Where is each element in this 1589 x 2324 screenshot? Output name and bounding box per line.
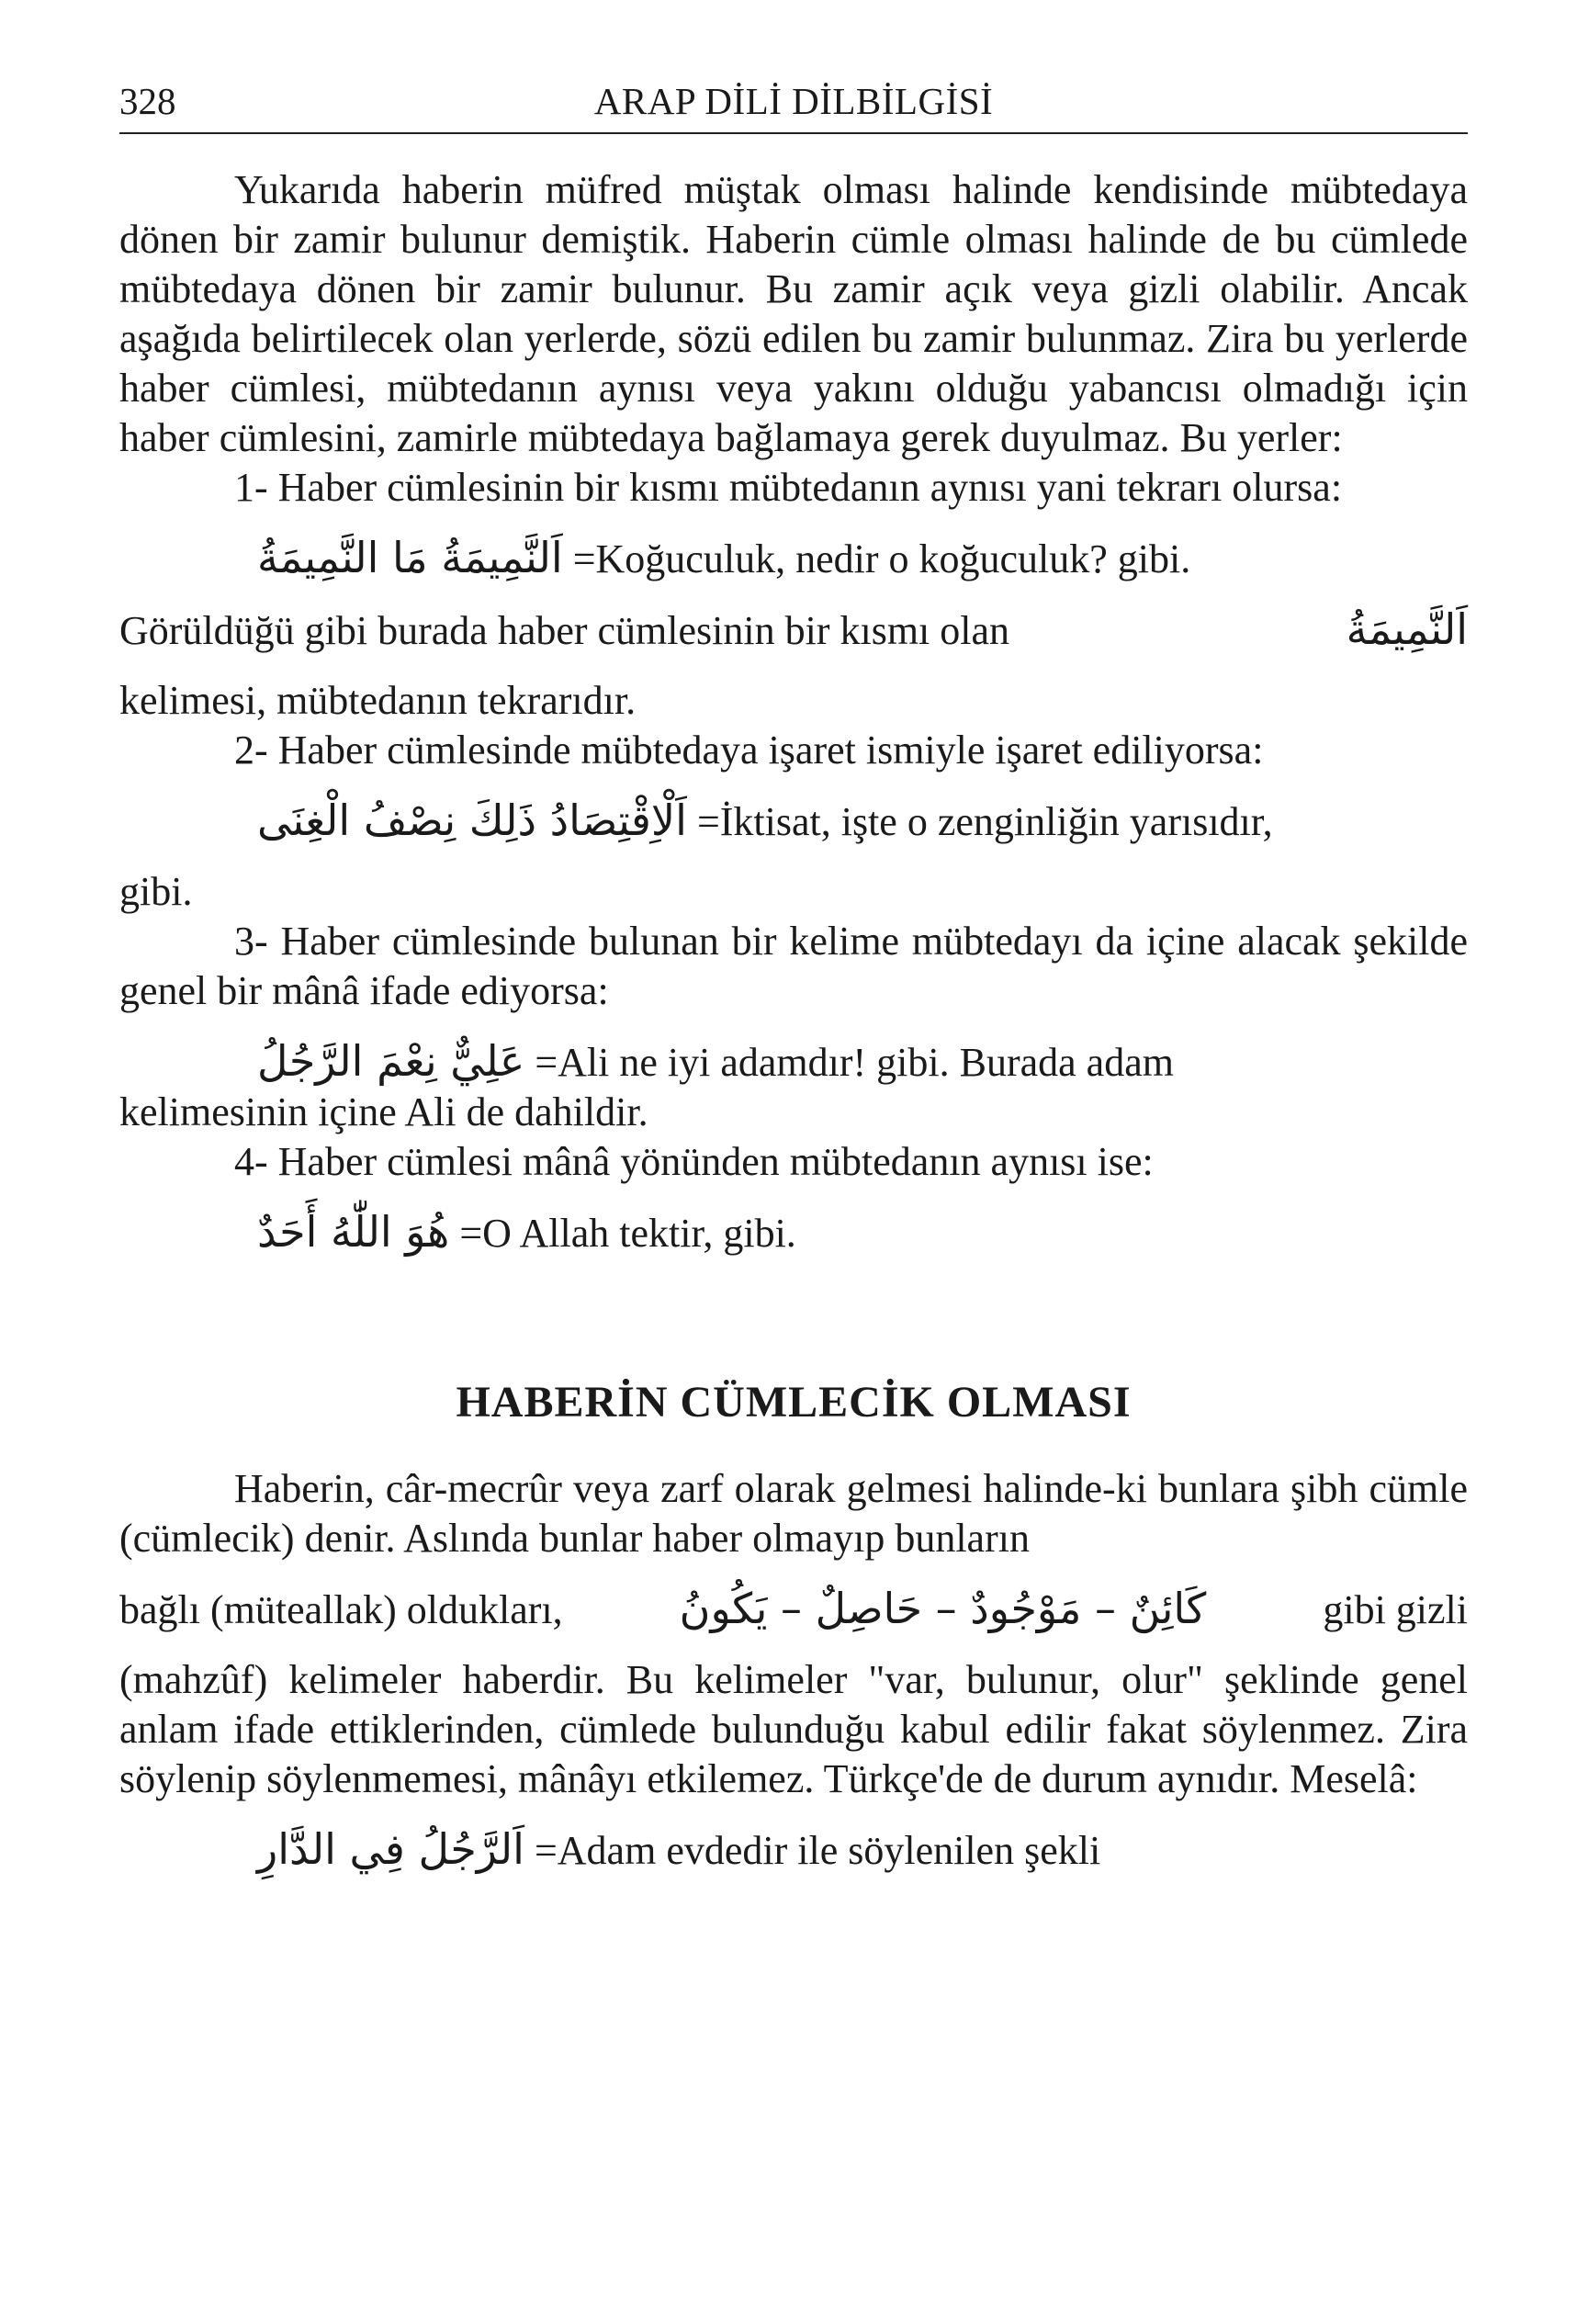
section-paragraph-arabic-line [119,1584,1468,1635]
item-2-body: Haber cümlesinde mübtedaya işaret ismiyle işaret ediliyorsa: [277,728,1264,773]
section-paragraph-rest: (mahzûf) kelimeler haberdir. Bu kelimeler "var, bulunur, olur" şeklinde genel anlam ifade ettiklerinden, cümlede bulunduğu kabul edilir fakat söylenmez. Zira söylenip söylenmemesi, mânâyı etkilemez. Türkçe'de de durum aynıdır. Meselâ: [119,1657,1468,1801]
page-header [119,72,1468,134]
item-1-note-text: Görüldüğü gibi burada haber cümlesinin bir kısmı olan [119,608,1010,653]
item-2-label: 2- [234,728,268,773]
running-title: ARAP DİLİ DİLBİLGİSİ [593,80,994,122]
item-4-arabic: هُوَ اللّٰهُ أَحَدٌ [257,1207,450,1257]
page-number: 328 [119,80,176,122]
item-3-tail: kelimesinin içine Ali de dahildir. [119,1089,648,1134]
arabic-line-post: gibi gizli [1323,1587,1468,1632]
arabic-line-pre: bağlı (müteallak) oldukları, [119,1587,563,1632]
item-3-body: Haber cümlesinde bulunan bir kelime mübtedayı da içine alacak şekilde genel bir mânâ ifade ediyorsa: [119,919,1468,1013]
item-1-example [119,533,1468,584]
item-1-text [119,463,1468,513]
item-2-translation: =İktisat, işte o zenginliğin yarısıdır, [696,799,1273,844]
intro-paragraph: Yukarıda haberin müfred müştak olması halinde kendisinde mübtedaya dönen bir zamir bulunur demiştik. Haberin cümle olması halinde de bu cümlede mübtedaya dönen bir zamir bulunur. Bu zamir açık veya gizli olabilir. Ancak aşağıda belirtilecek olan yerlerde, sözü edilen bu zamir bulunmaz. Zira bu yerlerde haber cümlesi, mübtedanın aynısı veya yakını olduğu yabancısı olmadığı için haber cümlesini, zamirle mübtedaya bağlamaya gerek duyulmaz. Bu yerler: [119,167,1468,460]
item-1-note [119,604,1468,656]
item-2-text [119,726,1468,775]
section-title: HABERİN CÜMLECİK OLMASI [456,1378,1132,1427]
item-2-tail: gibi. [119,869,193,914]
final-example-translation: =Adam evdedir ile söylenilen şekli [534,1828,1101,1873]
item-4-body: Haber cümlesi mânâ yönünden mübtedanın aynısı ise: [277,1139,1154,1184]
section-paragraph-line1: Haberin, câr-mecrûr veya zarf olarak gelmesi halinde-ki bunlara şibh cümle (cümlecik) denir. Aslında bunlar haber olmayıp bunların [119,1466,1468,1561]
item-3-text [119,917,1468,1016]
item-1-arabic: اَلنَّمِيمَةُ مَا النَّمِيمَةُ [257,533,563,582]
item-1-note-arabic: اَلنَّمِيمَةُ [1346,604,1468,654]
arabic-line-words: كَائِنٌ – مَوْجُودٌ – حَاصِلٌ – يَكُونُ [679,1584,1207,1633]
item-3-example [119,1036,1468,1088]
item-4-label: 4- [234,1139,268,1184]
item-2-example [119,795,1468,847]
item-4-example [119,1207,1468,1258]
item-1-body: Haber cümlesinin bir kısmı mübtedanın aynısı yani tekrarı olursa: [277,465,1343,510]
final-example-arabic: اَلرَّجُلُ فِي الدَّارِ [257,1824,524,1874]
final-example [119,1824,1468,1876]
item-3-label: 3- [234,919,268,964]
item-4-text [119,1137,1468,1187]
item-3-arabic: عَلِيٌّ نِعْمَ الرَّجُلُ [257,1036,525,1086]
item-1-label: 1- [234,465,268,510]
item-2-arabic: اَلْاِقْتِصَادُ ذَلِكَ نِصْفُ الْغِنَى [257,795,687,845]
item-4-translation: =O Allah tektir, gibi. [459,1211,796,1256]
item-3-translation: =Ali ne iyi adamdır! gibi. Burada adam [535,1040,1174,1085]
page-body [119,165,1468,1876]
item-1-translation: =Koğuculuk, nedir o koğuculuk? gibi. [572,536,1191,581]
item-1-note-continuation: kelimesi, mübtedanın tekrarıdır. [119,678,637,723]
